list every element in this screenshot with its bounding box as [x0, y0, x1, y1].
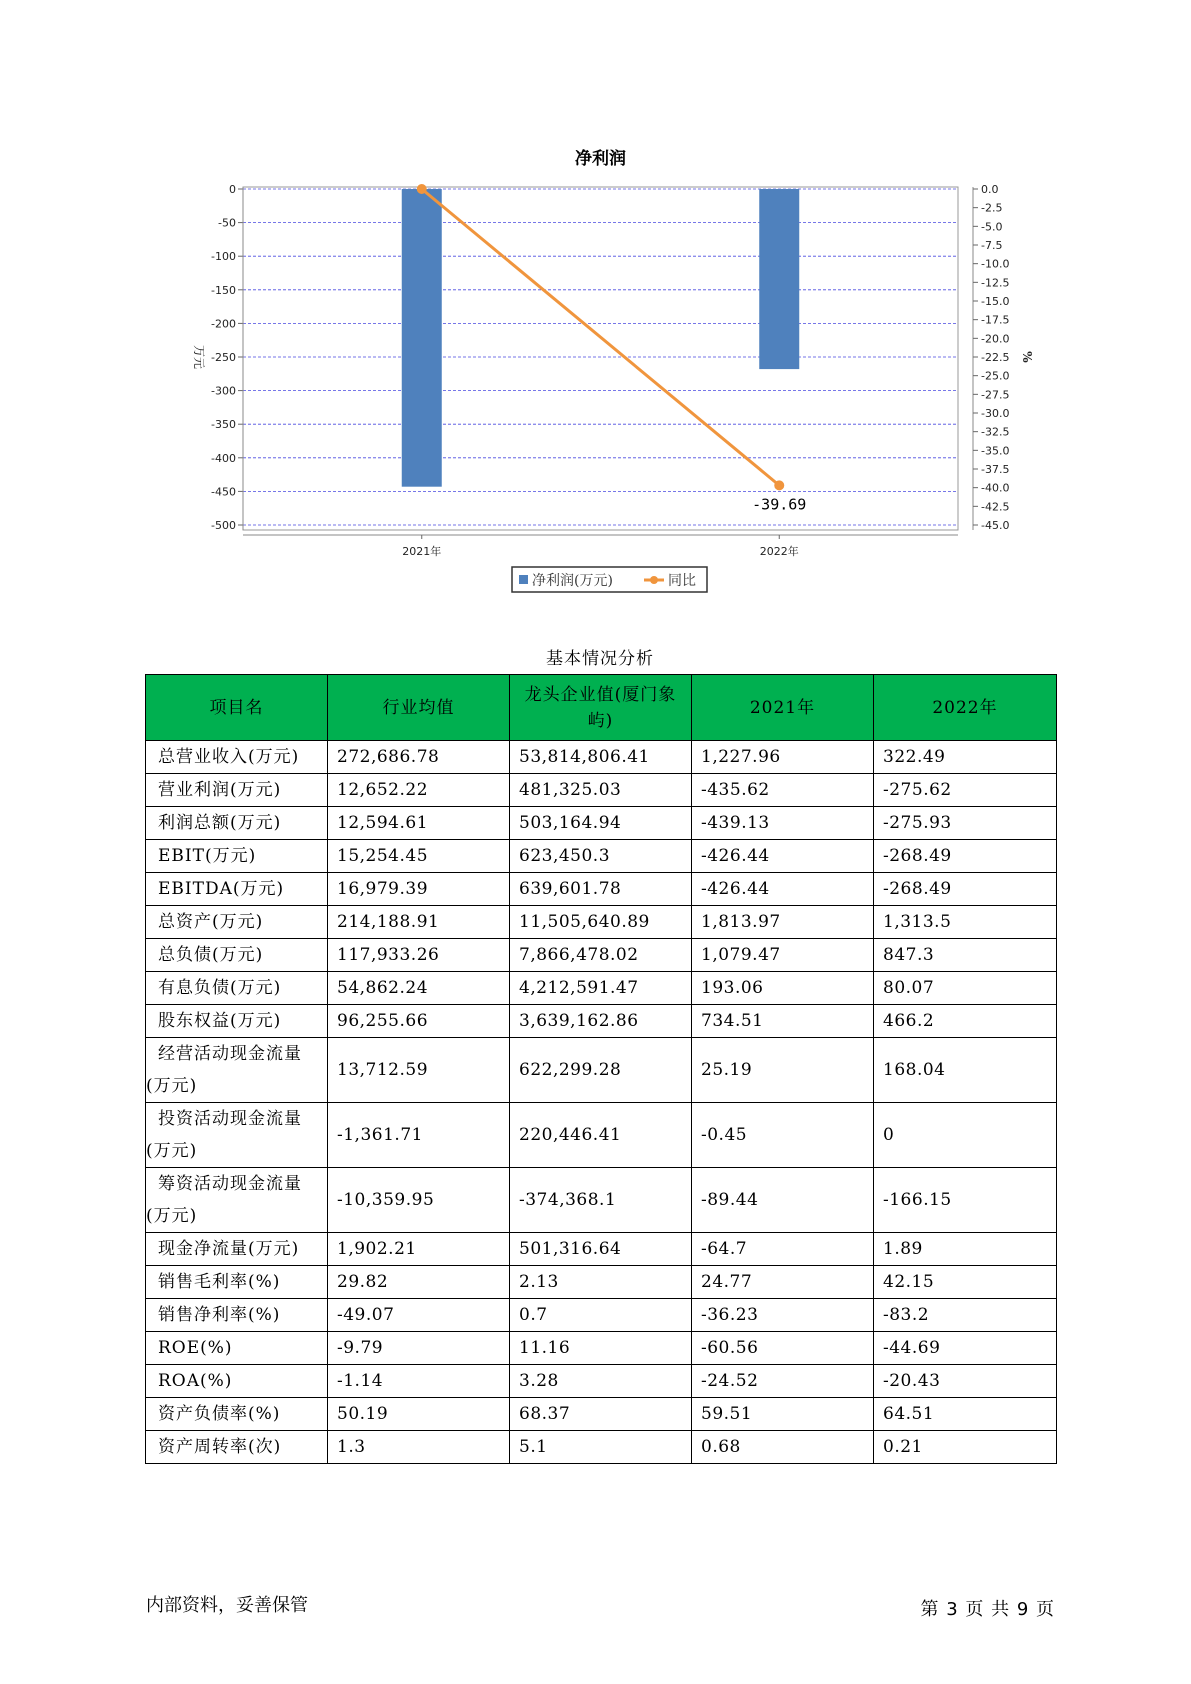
y-axis-right-label: %	[1020, 351, 1034, 363]
table-row	[146, 1005, 1057, 1038]
basic-analysis-table	[145, 674, 1057, 1464]
row-label: 资产负债率(%)	[146, 1398, 328, 1431]
table-cell: -60.56	[692, 1332, 874, 1365]
row-label: 经营活动现金流量(万元)	[146, 1038, 328, 1103]
y-right-tick-label: -25.0	[981, 369, 1010, 383]
table-cell: -426.44	[692, 840, 874, 873]
row-label: 股东权益(万元)	[146, 1005, 328, 1038]
table-cell: 0.21	[874, 1431, 1057, 1464]
table-cell: 11.16	[510, 1332, 692, 1365]
y-right-tick-label: -7.5	[981, 239, 1003, 252]
yoy-point-2022年	[774, 480, 784, 490]
table-cell: 29.82	[328, 1266, 510, 1299]
table-row	[146, 1038, 1057, 1103]
table-cell: -166.15	[874, 1168, 1057, 1233]
y-tick-label: -300	[211, 384, 236, 398]
table-cell: -275.62	[874, 774, 1057, 807]
table-cell: 2.13	[510, 1266, 692, 1299]
row-label: 总营业收入(万元)	[146, 741, 328, 774]
table-cell: 68.37	[510, 1398, 692, 1431]
table-cell: -89.44	[692, 1168, 874, 1233]
row-label: EBITDA(万元)	[146, 873, 328, 906]
table-cell: 15,254.45	[328, 840, 510, 873]
y-right-tick-label: -42.5	[981, 500, 1010, 514]
y-right-tick-label: -32.5	[981, 425, 1010, 439]
bar-2021年	[402, 189, 442, 487]
table-cell: 3.28	[510, 1365, 692, 1398]
row-label: 总资产(万元)	[146, 906, 328, 939]
y-right-tick-label: -35.0	[981, 444, 1010, 458]
legend-label-bar: 净利润(万元)	[532, 573, 613, 589]
table-row	[146, 873, 1057, 906]
y-right-tick-label: -40.0	[981, 481, 1010, 495]
table-cell: -24.52	[692, 1365, 874, 1398]
table-row	[146, 972, 1057, 1005]
y-tick-label: -50	[218, 216, 236, 230]
row-label: 利润总额(万元)	[146, 807, 328, 840]
table-cell: 42.15	[874, 1266, 1057, 1299]
table-cell: 13,712.59	[328, 1038, 510, 1103]
table-cell: -435.62	[692, 774, 874, 807]
table-cell: 80.07	[874, 972, 1057, 1005]
table-cell: 168.04	[874, 1038, 1057, 1103]
y-tick-label: -350	[211, 418, 236, 432]
row-label: 筹资活动现金流量(万元)	[146, 1168, 328, 1233]
table-row	[146, 1398, 1057, 1431]
bar-2022年	[759, 189, 799, 369]
y-right-tick-label: -27.5	[981, 388, 1010, 402]
table-cell: 16,979.39	[328, 873, 510, 906]
y-right-tick-label: -30.0	[981, 407, 1010, 420]
table-row	[146, 741, 1057, 774]
row-label: 资产周转率(次)	[146, 1431, 328, 1464]
table-row	[146, 1233, 1057, 1266]
table-row	[146, 1299, 1057, 1332]
table-cell: 0.68	[692, 1431, 874, 1464]
y-tick-label: -100	[211, 250, 236, 264]
y-right-tick-label: -17.5	[981, 313, 1010, 327]
table-cell: -439.13	[692, 807, 874, 840]
table-cell: 1.89	[874, 1233, 1057, 1266]
y-right-tick-label: -37.5	[981, 463, 1010, 476]
table-row	[146, 807, 1057, 840]
table-cell: -36.23	[692, 1299, 874, 1332]
y-tick-label: -150	[211, 283, 236, 297]
table-row	[146, 906, 1057, 939]
x-tick-label: 2022年	[759, 545, 799, 558]
row-label: 现金净流量(万元)	[146, 1233, 328, 1266]
y-right-tick-label: 0.0	[981, 183, 999, 196]
table-cell: -275.93	[874, 807, 1057, 840]
table-cell: 501,316.64	[510, 1233, 692, 1266]
y-tick-label: 0	[229, 183, 236, 196]
table-cell: 0	[874, 1103, 1057, 1168]
table-cell: 503,164.94	[510, 807, 692, 840]
y-right-tick-label: -12.5	[981, 276, 1010, 290]
legend-swatch-bar	[519, 575, 528, 584]
y-tick-label: -400	[211, 451, 236, 465]
table-cell: -268.49	[874, 840, 1057, 873]
row-label: 有息负债(万元)	[146, 972, 328, 1005]
table-cell: -426.44	[692, 873, 874, 906]
y-tick-label: -450	[211, 485, 236, 499]
table-cell: -83.2	[874, 1299, 1057, 1332]
column-header: 2022年	[874, 675, 1057, 741]
table-cell: -9.79	[328, 1332, 510, 1365]
y-tick-label: -500	[211, 519, 236, 532]
x-tick-label: 2021年	[402, 545, 442, 558]
table-row	[146, 840, 1057, 873]
y-right-tick-label: -15.0	[981, 295, 1010, 308]
table-cell: 1.3	[328, 1431, 510, 1464]
table-cell: 466.2	[874, 1005, 1057, 1038]
net-profit-chart	[0, 0, 1191, 600]
table-cell: 96,255.66	[328, 1005, 510, 1038]
table-cell: 1,902.21	[328, 1233, 510, 1266]
row-label: 投资活动现金流量(万元)	[146, 1103, 328, 1168]
table-row	[146, 774, 1057, 807]
table-cell: 1,313.5	[874, 906, 1057, 939]
table-cell: -49.07	[328, 1299, 510, 1332]
table-cell: -64.7	[692, 1233, 874, 1266]
yoy-point-2021年	[417, 184, 427, 194]
table-row	[146, 1365, 1057, 1398]
table-cell: 53,814,806.41	[510, 741, 692, 774]
table-row	[146, 1266, 1057, 1299]
table-cell: 1,079.47	[692, 939, 874, 972]
table-cell: 1,227.96	[692, 741, 874, 774]
table-cell: -1,361.71	[328, 1103, 510, 1168]
table-cell: 622,299.28	[510, 1038, 692, 1103]
column-header: 2021年	[692, 675, 874, 741]
table-row	[146, 1332, 1057, 1365]
table-cell: 734.51	[692, 1005, 874, 1038]
column-header: 项目名	[146, 675, 328, 741]
y-right-tick-label: -10.0	[981, 257, 1010, 271]
table-cell: -1.14	[328, 1365, 510, 1398]
table-cell: 322.49	[874, 741, 1057, 774]
table-cell: 24.77	[692, 1266, 874, 1299]
row-label: EBIT(万元)	[146, 840, 328, 873]
y-right-tick-label: -22.5	[981, 351, 1010, 364]
y-tick-label: -250	[211, 351, 236, 364]
table-row	[146, 1103, 1057, 1168]
table-cell: 272,686.78	[328, 741, 510, 774]
table-cell: 54,862.24	[328, 972, 510, 1005]
table-header-row	[146, 675, 1057, 741]
table-cell: 220,446.41	[510, 1103, 692, 1168]
table-cell: 7,866,478.02	[510, 939, 692, 972]
row-label: 销售毛利率(%)	[146, 1266, 328, 1299]
row-label: 总负债(万元)	[146, 939, 328, 972]
column-header: 行业均值	[328, 675, 510, 741]
chart-title: 净利润	[575, 149, 626, 169]
table-cell: -268.49	[874, 873, 1057, 906]
table-cell: 59.51	[692, 1398, 874, 1431]
table-cell: 3,639,162.86	[510, 1005, 692, 1038]
table-cell: 1,813.97	[692, 906, 874, 939]
table-cell: 214,188.91	[328, 906, 510, 939]
footer-page-number: 第 3 页 共 9 页	[920, 1599, 1055, 1620]
table-cell: 5.1	[510, 1431, 692, 1464]
table-cell: 0.7	[510, 1299, 692, 1332]
row-label: ROE(%)	[146, 1332, 328, 1365]
row-label: 营业利润(万元)	[146, 774, 328, 807]
row-label: 销售净利率(%)	[146, 1299, 328, 1332]
table-cell: -10,359.95	[328, 1168, 510, 1233]
table-cell: 64.51	[874, 1398, 1057, 1431]
table-cell: 11,505,640.89	[510, 906, 692, 939]
row-label: ROA(%)	[146, 1365, 328, 1398]
chart-canvas	[0, 0, 1191, 600]
data-label: -39.69	[752, 495, 807, 514]
table-cell: 623,450.3	[510, 840, 692, 873]
table-cell: -44.69	[874, 1332, 1057, 1365]
legend-label-line: 同比	[668, 573, 696, 589]
table-cell: 193.06	[692, 972, 874, 1005]
table-cell: -0.45	[692, 1103, 874, 1168]
table-cell: 12,652.22	[328, 774, 510, 807]
table-cell: -374,368.1	[510, 1168, 692, 1233]
y-right-tick-label: -20.0	[981, 332, 1010, 346]
column-header: 龙头企业值(厦门象屿)	[510, 675, 692, 741]
table-cell: 481,325.03	[510, 774, 692, 807]
table-cell: 847.3	[874, 939, 1057, 972]
y-right-tick-label: -2.5	[981, 201, 1003, 215]
table-cell: 117,933.26	[328, 939, 510, 972]
y-tick-label: -200	[211, 317, 236, 331]
table-cell: 12,594.61	[328, 807, 510, 840]
table-cell: -20.43	[874, 1365, 1057, 1398]
legend-swatch-marker	[650, 576, 658, 584]
table-row	[146, 1168, 1057, 1233]
plot-frame	[243, 187, 958, 530]
y-axis-label: 万元	[192, 344, 206, 370]
y-right-tick-label: -45.0	[981, 519, 1010, 532]
footer-confidential-note: 内部资料，妥善保管	[146, 1595, 308, 1616]
table-row	[146, 1431, 1057, 1464]
table-cell: 50.19	[328, 1398, 510, 1431]
table-cell: 25.19	[692, 1038, 874, 1103]
table-cell: 4,212,591.47	[510, 972, 692, 1005]
y-right-tick-label: -5.0	[981, 220, 1003, 234]
yoy-line	[422, 189, 780, 485]
table-cell: 639,601.78	[510, 873, 692, 906]
table-title: 基本情况分析	[546, 649, 654, 669]
table-row	[146, 939, 1057, 972]
